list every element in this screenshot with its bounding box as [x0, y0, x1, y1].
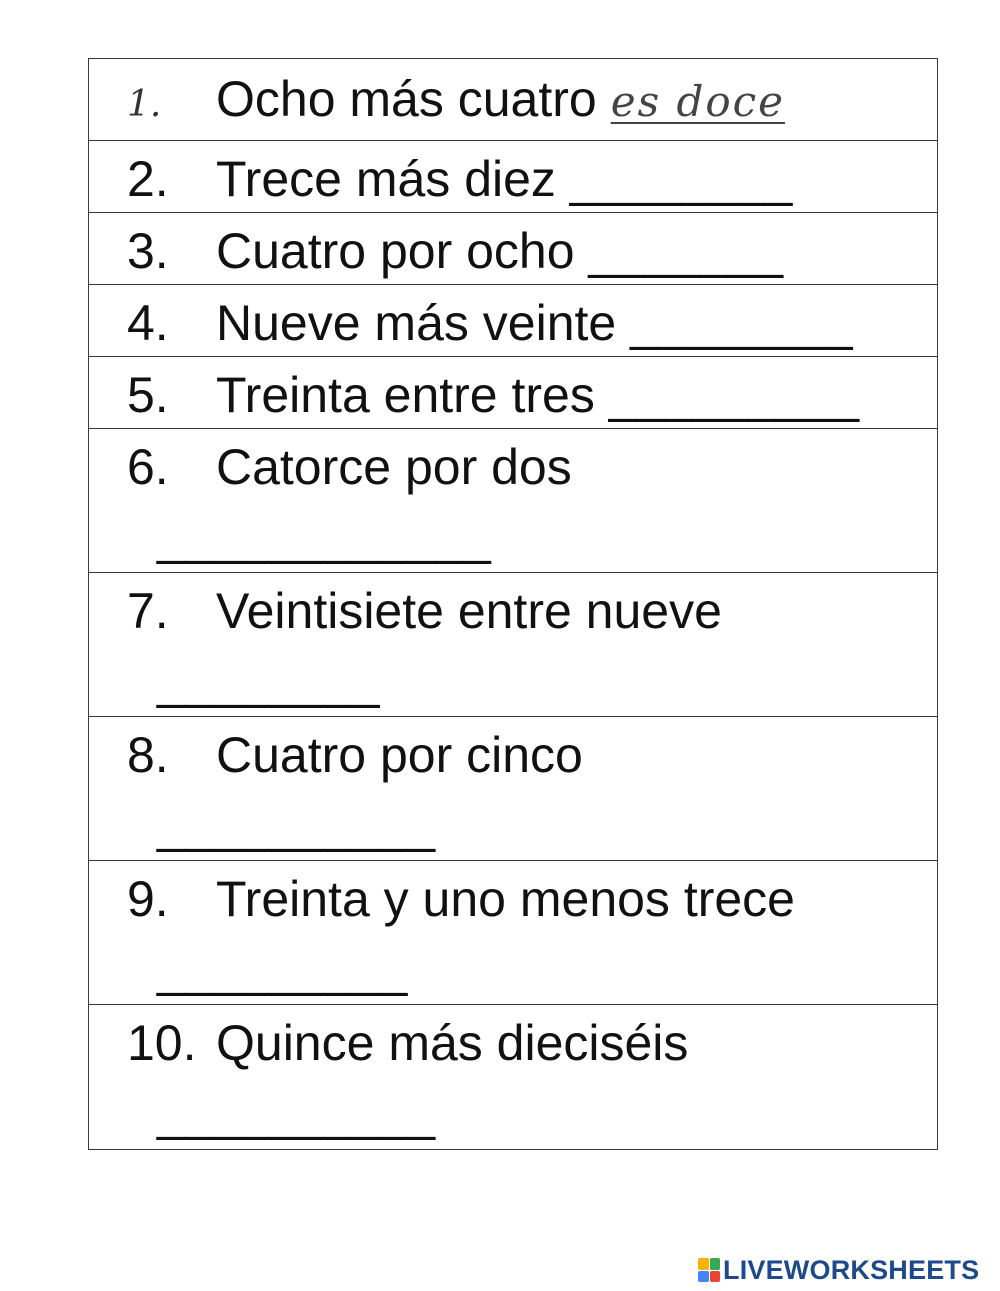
question-text: Ocho más cuatro [216, 71, 597, 127]
question-number: 5. [127, 367, 169, 423]
answer-blank[interactable]: ________ [157, 653, 380, 709]
answer-blank[interactable]: ____________ [157, 509, 491, 565]
question-number: 4. [127, 295, 169, 351]
question-row-10 [89, 1005, 937, 1149]
question-text[interactable]: Nueve más veinte ________ [216, 295, 853, 351]
question-number: 9. [127, 871, 169, 927]
question-number: 7. [127, 583, 169, 639]
question-text: Cuatro por cinco [216, 727, 583, 783]
liveworksheets-logo [698, 1256, 979, 1284]
answer-blank[interactable]: _________ [157, 941, 408, 997]
question-text[interactable]: Cuatro por ocho _______ [216, 223, 784, 279]
question-number: 8. [127, 727, 169, 783]
question-text: Catorce por dos [216, 439, 572, 495]
question-row-3 [89, 213, 937, 285]
answer-blank[interactable]: __________ [157, 1085, 436, 1141]
question-number: 3. [127, 223, 169, 279]
worksheet-table [88, 58, 938, 1150]
logo-blocks-icon [698, 1258, 720, 1282]
question-text: Quince más dieciséis [216, 1015, 689, 1071]
logo-text: LIVEWORKSHEETS [723, 1254, 980, 1285]
question-number: 1. [127, 84, 162, 125]
question-text: Treinta y uno menos trece [216, 871, 795, 927]
question-number: 2. [127, 151, 169, 207]
question-row-7 [89, 573, 937, 717]
answer-blank[interactable]: __________ [157, 797, 436, 853]
question-row-8 [89, 717, 937, 861]
question-row-2 [89, 141, 937, 213]
question-row-1 [89, 59, 937, 141]
question-text[interactable]: Trece más diez ________ [216, 151, 793, 207]
question-row-6 [89, 429, 937, 573]
question-row-9 [89, 861, 937, 1005]
question-text[interactable]: Treinta entre tres _________ [216, 367, 860, 423]
question-row-5 [89, 357, 937, 429]
question-row-4 [89, 285, 937, 357]
question-number: 6. [127, 439, 169, 495]
question-text: Veintisiete entre nueve [216, 583, 722, 639]
question-number: 10. [127, 1015, 197, 1071]
handwritten-answer[interactable]: es doce [610, 77, 786, 126]
